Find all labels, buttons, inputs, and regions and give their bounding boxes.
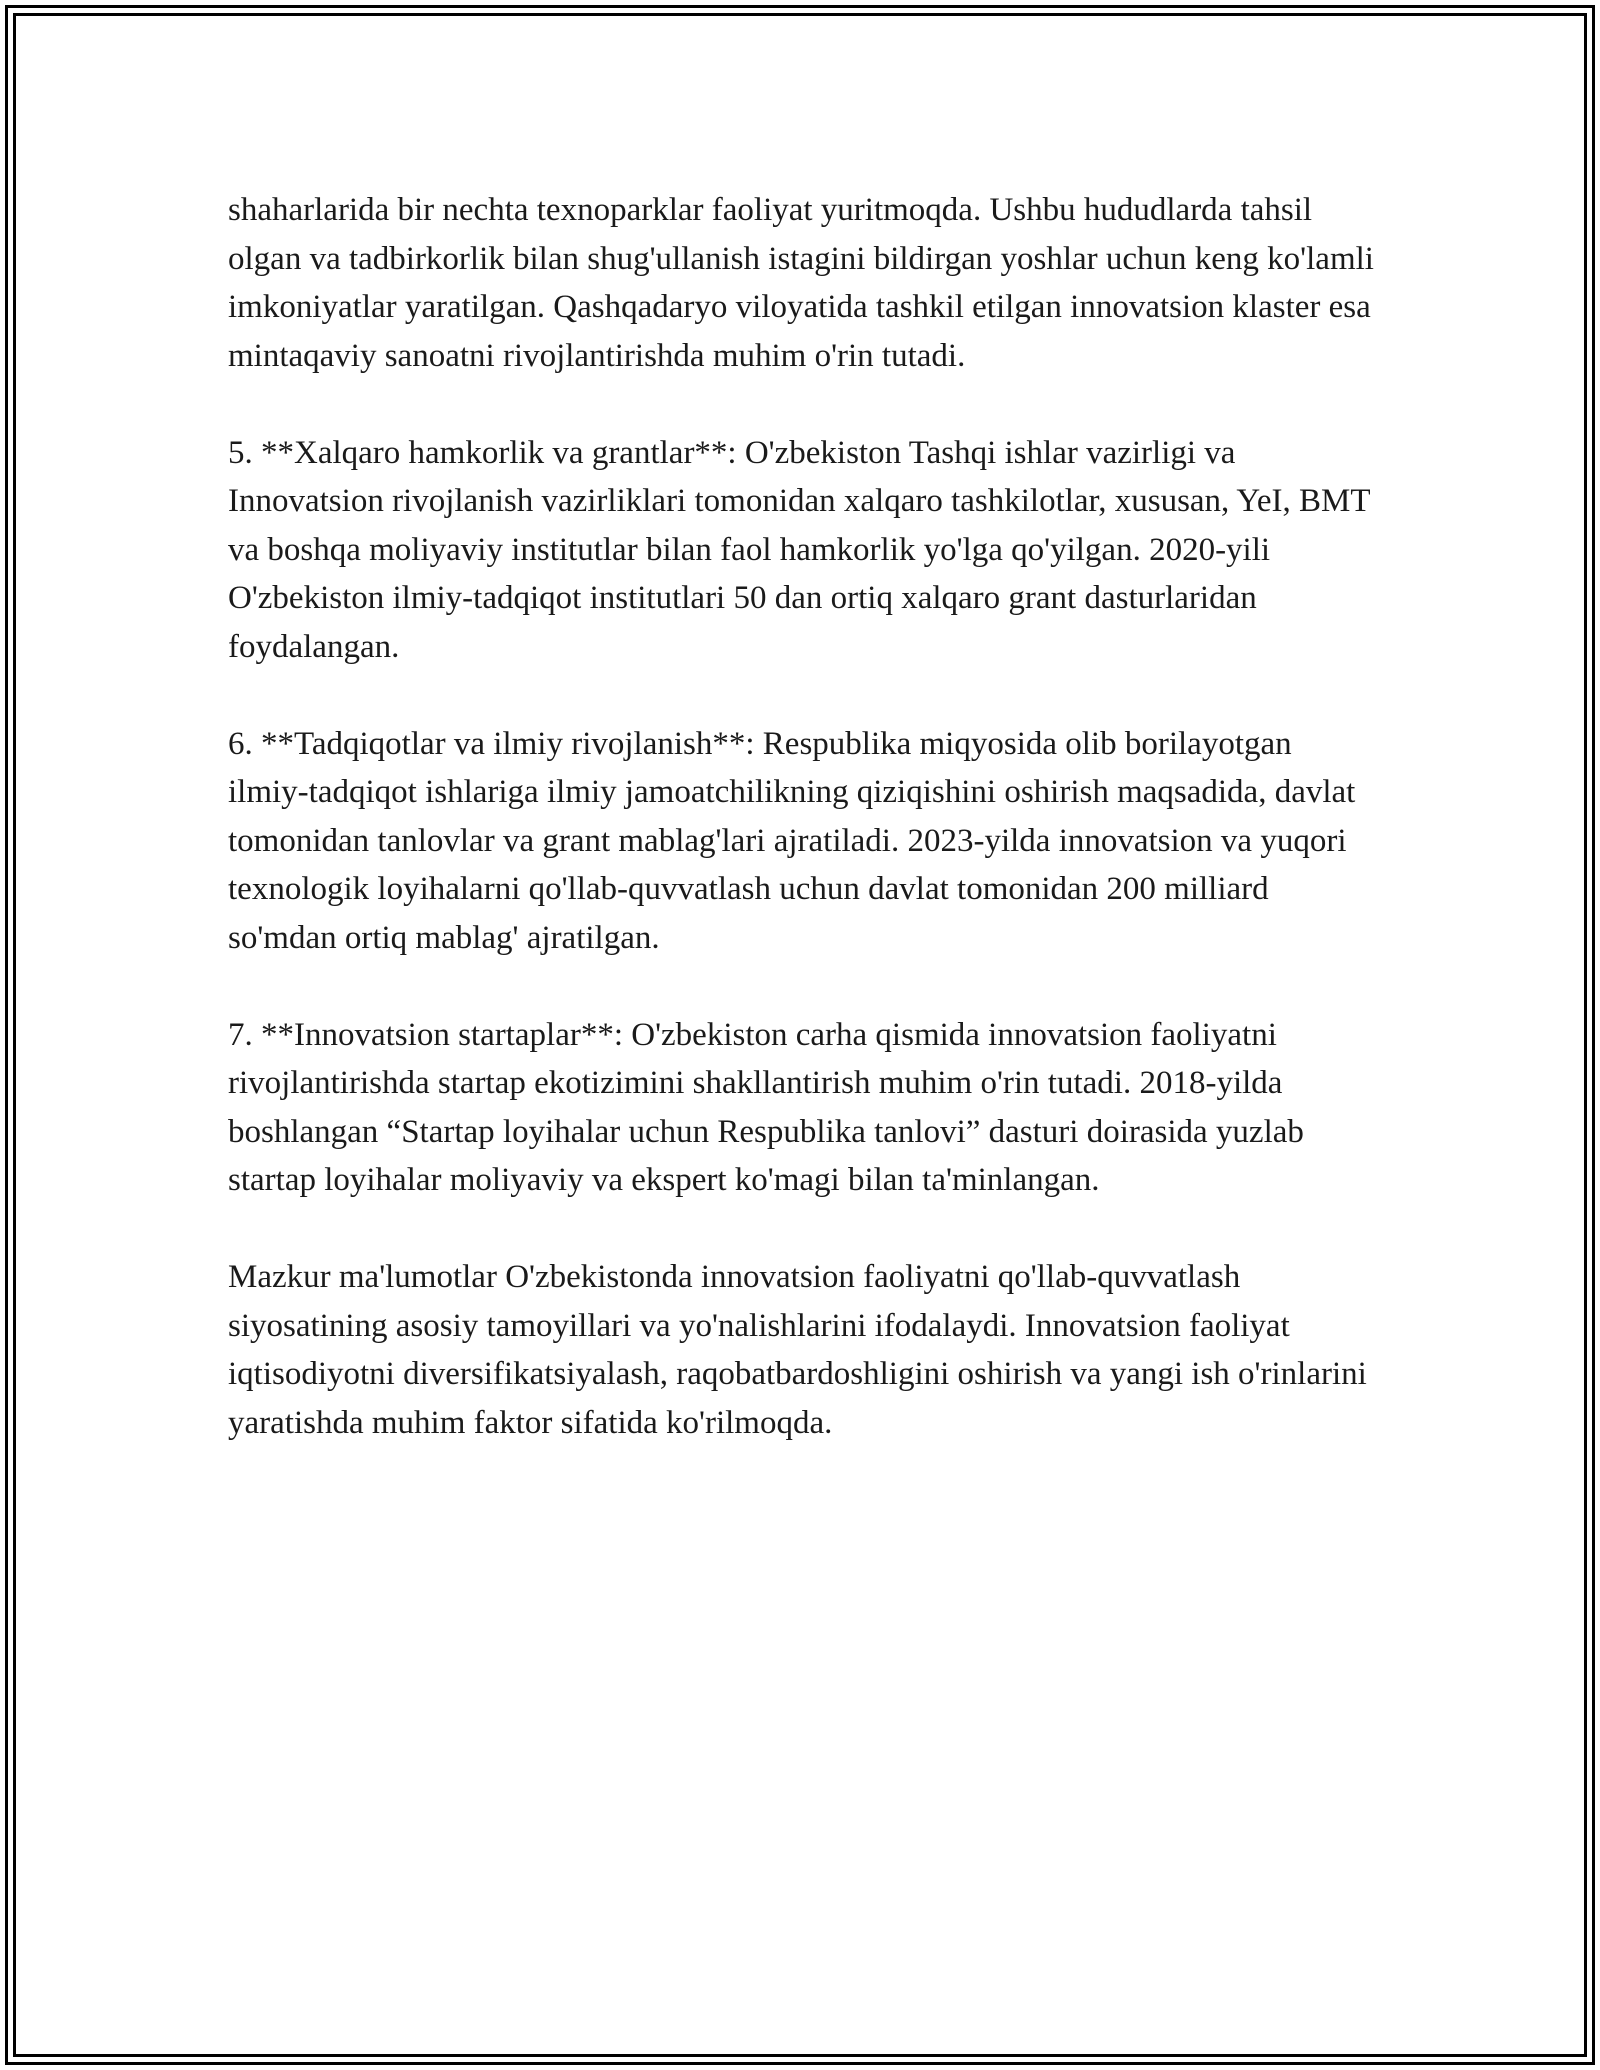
paragraph-tadqiqotlar: 6. **Tadqiqotlar va ilmiy rivojlanish**: Respublika miqyosida olib borilayotgan ilmiy-tadqiqot ishlariga ilmiy jamoatchilikning qiziqishini oshirish maqsadida, davlat tomonidan tanlovlar va grant mablag'lari ajratiladi. 2023-yilda innovatsion va yuqori texnologik loyihalarni qo'llab-quvvatlash uchun davlat tomonidan 200 milliard so'mdan ortiq mablag' ajratilgan.: [228, 725, 1356, 956]
paragraph-startaplar: 7. **Innovatsion startaplar**: O'zbekiston carha qismida innovatsion faoliyatni rivojlantirishda startap ekotizimini shakllantirish muhim o'rin tutadi. 2018-yilda boshlangan “Startap loyihalar uchun Respublika tanlovi” dasturi doirasida yuzlab startap loyihalar moliyaviy va ekspert ko'magi bilan ta'minlangan.: [228, 1016, 1304, 1198]
document-body: [228, 186, 1378, 1447]
paragraph-xalqaro-hamkorlik: 5. **Xalqaro hamkorlik va grantlar**: O'zbekiston Tashqi ishlar vazirligi va Innovatsion rivojlanish vazirliklari tomonidan xalqaro tashkilotlar, xususan, YeI, BMT va boshqa moliyaviy institutlar bilan faol hamkorlik yo'lga qo'yilgan. 2020-yili O'zbekiston ilmiy-tadqiqot institutlari 50 dan ortiq xalqaro grant dasturlaridan foydalangan.: [228, 434, 1370, 665]
paragraph-texnoparklar: shaharlarida bir nechta texnoparklar faoliyat yuritmoqda. Ushbu hududlarda tahsil olgan va tadbirkorlik bilan shug'ullanish istagini bildirgan yoshlar uchun keng ko'lamli imkoniyatlar yaratilgan. Qashqadaryo viloyatida tashkil etilgan innovatsion klaster esa mintaqaviy sanoatni rivojlantirishda muhim o'rin tutadi.: [228, 192, 1374, 374]
paragraph-conclusion: Mazkur ma'lumotlar O'zbekistonda innovatsion faoliyatni qo'llab-quvvatlash siyosatining asosiy tamoyillari va yo'nalishlarini ifodalaydi. Innovatsion faoliyat iqtisodiyotni diversifikatsiyalash, raqobatbardoshligini oshirish va yangi ish o'rinlarini yaratishda muhim faktor sifatida ko'rilmoqda.: [228, 1259, 1367, 1441]
